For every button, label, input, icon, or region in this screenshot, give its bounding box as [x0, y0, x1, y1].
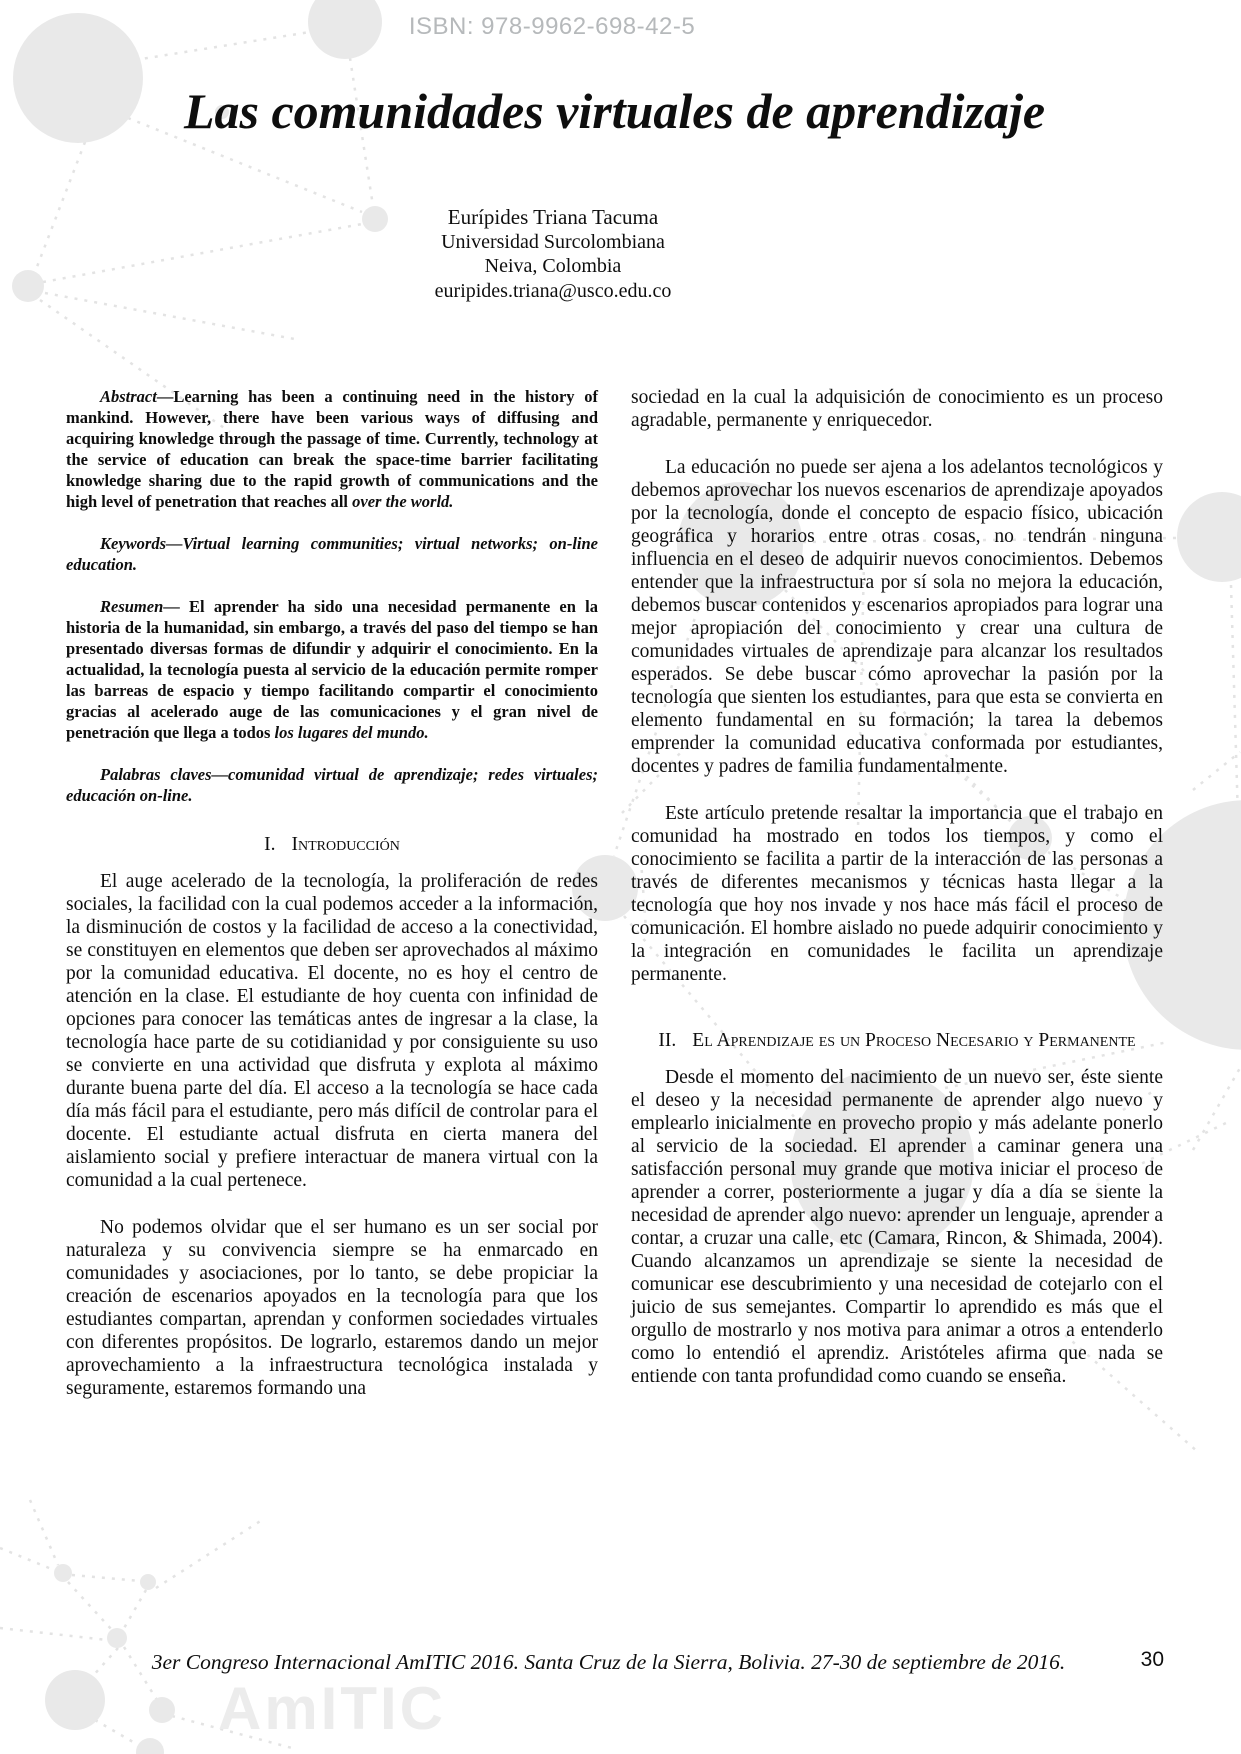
author-name: Eurípides Triana Tacuma	[447, 205, 659, 229]
author-location: Neiva, Colombia	[484, 255, 622, 277]
section-2-number: II.	[658, 1030, 677, 1051]
abstract-label: Abstract	[100, 387, 157, 406]
section-2-title: El Aprendizaje es un Proceso Necesario y Permanente	[692, 1030, 1136, 1051]
page-title: Las comunidades virtuales de aprendizaje	[183, 83, 1046, 139]
author-affiliation: Universidad Surcolombiana	[441, 230, 665, 253]
author-email: euripides.triana@usco.edu.co	[434, 279, 672, 302]
left-column	[66, 386, 598, 1400]
right-column	[631, 386, 1163, 1388]
resumen-paragraph	[66, 596, 598, 743]
body-paragraph: La educación no puede ser ajena a los adelantos tecnológicos y debemos aprovechar los nuevos escenarios de aprendizaje apoyados por la tecnología, donde el concepto de espacio físico, ubicación geográfica y horarios entre otras cosas, no tendrán ninguna influencia en el deseo de adquirir nuevos conocimientos. Debemos entender que la infraestructura por sí sola no mejora la educación, debemos buscar contenidos y escenarios apropiados para lograr una mejor apropiación del conocimiento y crear una cultura de comunidades virtuales de aprendizaje para alcanzar los resultados esperados. Se debe buscar cómo aprovechar la pasión por la tecnología que sienten los estudiantes, para que esta se convierta en elemento fundamental en su formación; la tarea la debemos emprender la comunidad educativa conformada por estudiantes, docentes y padres de familia fundamentalmente.	[631, 457, 1163, 777]
author-block	[300, 205, 806, 303]
page-number: 30	[1140, 1648, 1164, 1671]
resumen-tail: los lugares del mundo.	[274, 723, 429, 742]
section-1-heading	[66, 832, 598, 857]
footer-text: 3er Congreso Internacional AmITIC 2016. Santa Cruz de la Sierra, Bolivia. 27-30 de septiembre de 2016.	[151, 1650, 1066, 1674]
resumen-body: — El aprender ha sido una necesidad permanente en la historia de la humanidad, sin embargo, a través del paso del tiempo se han presentado diversas formas de difundir y adquirir el conocimiento. En la actualidad, la tecnología puesta al servicio de la educación permite romper las barreas de espacio y tiempo facilitando compartir el conocimiento gracias al acelerado auge de las comunicaciones y el gran nivel de penetración que llega a todos	[66, 597, 598, 742]
palabras-claves-paragraph: Palabras claves—comunidad virtual de aprendizaje; redes virtuales; educación on-line.	[66, 765, 598, 805]
keywords-paragraph: Keywords—Virtual learning communities; virtual networks; on-line education.	[66, 534, 598, 574]
section-2-heading	[631, 1028, 1163, 1053]
isbn-text: ISBN: 978-9962-698-42-5	[408, 13, 696, 40]
body-paragraph-continuation: sociedad en la cual la adquisición de conocimiento es un proceso agradable, permanente y enriquecedor.	[631, 387, 1163, 431]
abstract-tail: over the world.	[352, 492, 454, 511]
body-paragraph: Desde el momento del nacimiento de un nuevo ser, éste siente el deseo y la necesidad permanente de aprender algo nuevo y emplearlo inicialmente en provecho propio y más adelante ponerlo al servicio de la sociedad. El aprender a caminar genera una satisfacción personal muy grande que motiva iniciar el proceso de aprender a correr, posteriormente a jugar y día a día se siente la necesidad de aprender algo nuevo: aprender un lenguaje, aprender a contar, a cruzar una calle, etc (Camara, Rincon, & Shimada, 2004). Cuando alcanzamos un aprendizaje se siente la necesidad de comunicar ese descubrimiento y una necesidad de cotejarlo con el juicio de sus semejantes. Compartir lo aprendido es más que el orgullo de mostrarlo y nos motiva para animar a otros a entenderlo como lo entendió el aprendiz. Aristóteles afirma que nada se entiende con tanta profundidad como cuando se enseña.	[631, 1067, 1163, 1387]
body-paragraph: No podemos olvidar que el ser humano es un ser social por naturaleza y su convivencia siempre se ha enmarcado en comunidades y asociaciones, por lo tanto, se debe propiciar la creación de escenarios apoyados en la tecnología para que los estudiantes compartan, aprendan y conformen sociedades virtuales con diferentes propósitos. De lograrlo, estaremos dando un mejor aprovechamiento a la infraestructura tecnológica instalada y seguramente, estaremos formando una	[66, 1217, 598, 1399]
watermark-text: AmITIC	[218, 1675, 446, 1742]
section-1-number: I.	[264, 834, 276, 855]
resumen-label: Resumen	[100, 597, 164, 616]
section-1-title: Introducción	[291, 834, 400, 855]
abstract-body: —Learning has been a continuing need in the history of mankind. However, there have been various ways of diffusing and acquiring knowledge through the passage of time. Currently, technology at the service of education can break the space-time barrier facilitating knowledge sharing due to the rapid growth of communications and the high level of penetration that reaches all	[66, 387, 598, 511]
body-paragraph: Este artículo pretende resaltar la importancia que el trabajo en comunidad ha mostrado en todos los tiempos, y como el conocimiento se facilita a partir de la interacción de las personas a través de diferentes mecanismos y técnicas hasta llegar a la tecnología que hoy nos invade y nos hace más fácil el proceso de comunicación. El hombre aislado no puede adquirir conocimiento y la integración en comunidades le facilita un aprendizaje permanente.	[631, 803, 1163, 985]
body-paragraph: El auge acelerado de la tecnología, la proliferación de redes sociales, la facilidad con la cual podemos acceder a la información, la disminución de costos y la facilidad de acceso a la conectividad, se constituyen en elementos que deben ser aprovechados al máximo por la comunidad educativa. El docente, no es hoy el centro de atención en la clase. El estudiante de hoy cuenta con infinidad de opciones para conocer las temáticas antes de ingresar a la clase, la tecnología hace parte de su cotidianidad y por consiguiente su uso se convierte en una actividad que disfruta y explota al máximo durante buena parte del día. El acceso a la tecnología se hace cada día más fácil para el estudiante, pero más difícil de controlar para el docente. El estudiante actual disfruta en cierta manera del aislamiento social y prefiere interactuar de manera virtual con la comunidad a la cual pertenece.	[66, 871, 598, 1191]
abstract-paragraph	[66, 386, 598, 512]
